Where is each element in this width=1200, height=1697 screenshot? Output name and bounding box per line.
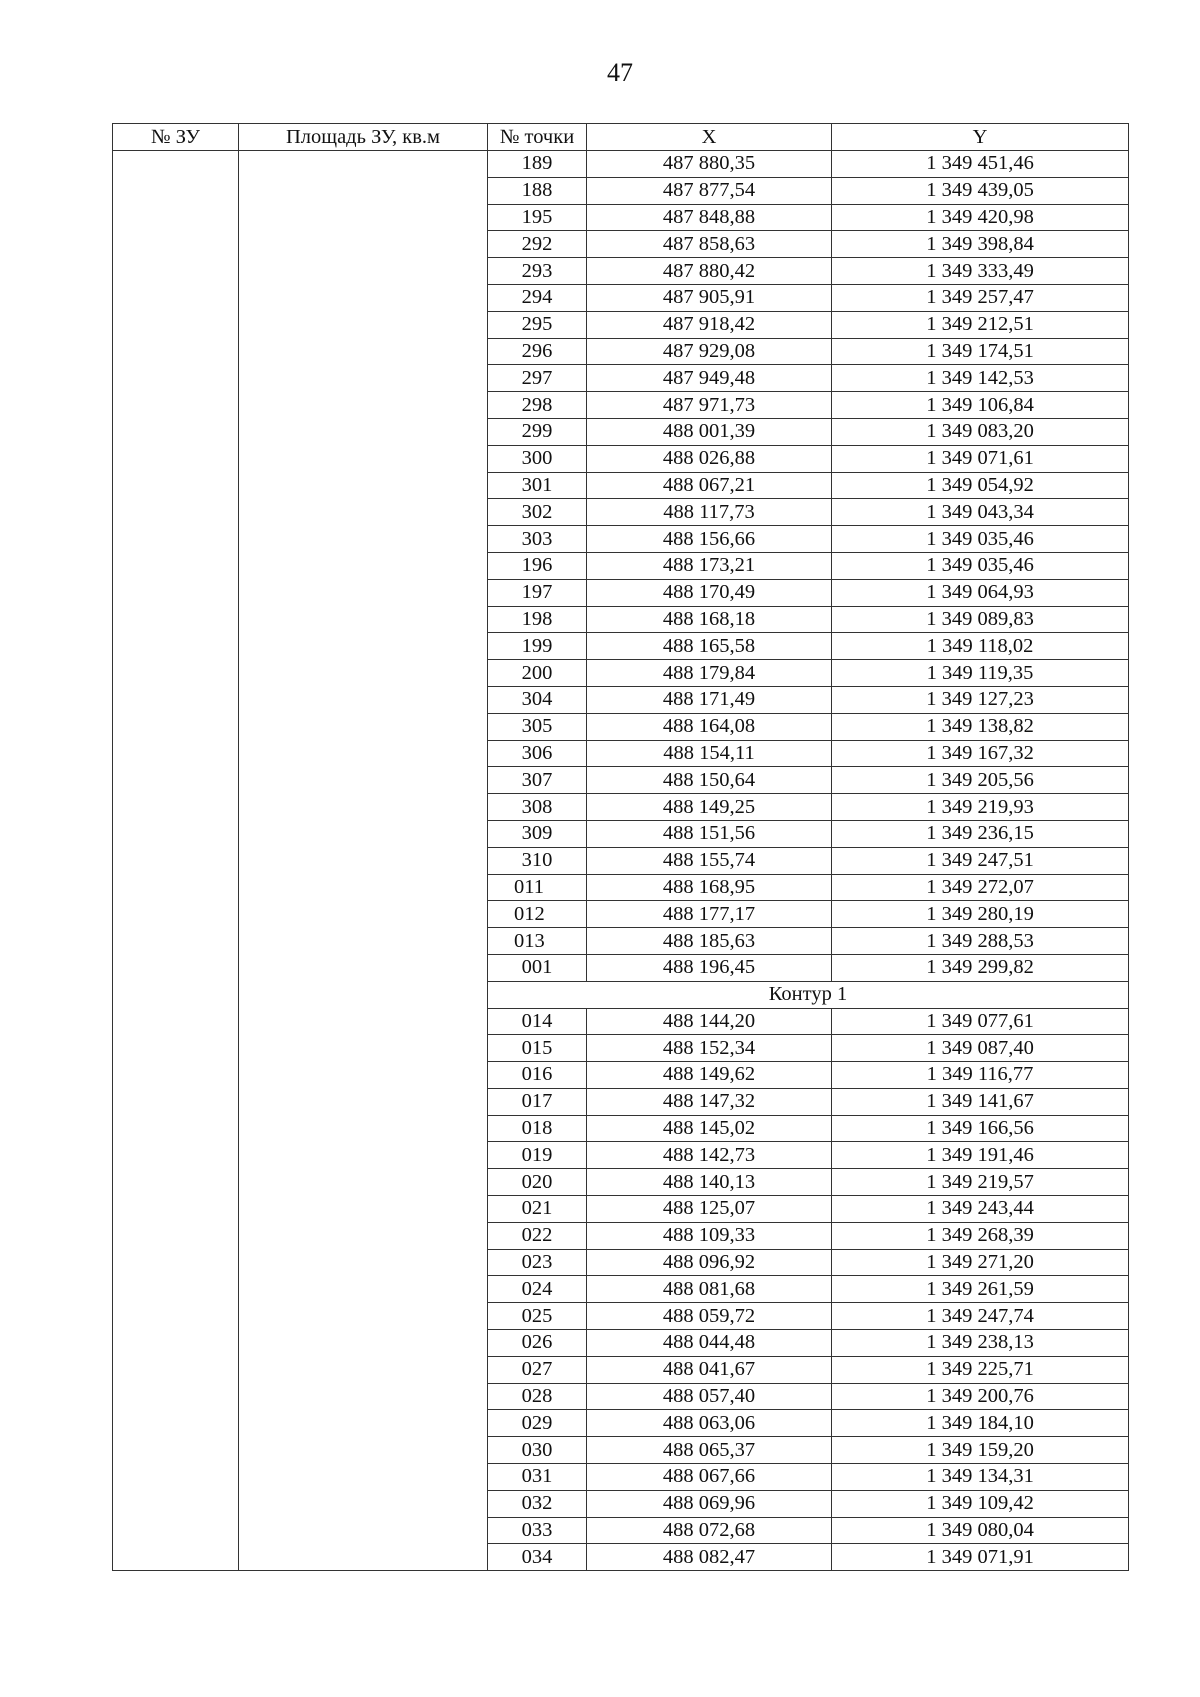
x-coordinate-cell: 488 150,64 bbox=[587, 767, 832, 794]
point-number-cell: 022 bbox=[488, 1222, 587, 1249]
y-coordinate-cell: 1 349 174,51 bbox=[832, 338, 1129, 365]
y-coordinate-cell: 1 349 043,34 bbox=[832, 499, 1129, 526]
point-number-cell: 019 bbox=[488, 1142, 587, 1169]
x-coordinate-cell: 488 059,72 bbox=[587, 1303, 832, 1330]
x-coordinate-cell: 488 168,18 bbox=[587, 606, 832, 633]
point-number-cell: 300 bbox=[488, 445, 587, 472]
point-number-cell: 033 bbox=[488, 1517, 587, 1544]
y-coordinate-cell: 1 349 268,39 bbox=[832, 1222, 1129, 1249]
x-coordinate-cell: 487 929,08 bbox=[587, 338, 832, 365]
y-coordinate-cell: 1 349 439,05 bbox=[832, 177, 1129, 204]
x-coordinate-cell: 487 880,42 bbox=[587, 258, 832, 285]
x-coordinate-cell: 488 125,07 bbox=[587, 1196, 832, 1223]
x-coordinate-cell: 488 140,13 bbox=[587, 1169, 832, 1196]
point-number-cell: 303 bbox=[488, 526, 587, 553]
point-number-cell: 012 bbox=[488, 901, 587, 928]
x-coordinate-cell: 488 185,63 bbox=[587, 928, 832, 955]
y-coordinate-cell: 1 349 238,13 bbox=[832, 1330, 1129, 1357]
y-coordinate-cell: 1 349 271,20 bbox=[832, 1249, 1129, 1276]
y-coordinate-cell: 1 349 219,93 bbox=[832, 794, 1129, 821]
y-coordinate-cell: 1 349 089,83 bbox=[832, 606, 1129, 633]
x-coordinate-cell: 488 151,56 bbox=[587, 820, 832, 847]
x-coordinate-cell: 487 880,35 bbox=[587, 151, 832, 178]
y-coordinate-cell: 1 349 236,15 bbox=[832, 820, 1129, 847]
x-coordinate-cell: 488 044,48 bbox=[587, 1330, 832, 1357]
y-coordinate-cell: 1 349 077,61 bbox=[832, 1008, 1129, 1035]
x-coordinate-cell: 487 858,63 bbox=[587, 231, 832, 258]
page-number: 47 bbox=[607, 58, 633, 87]
x-coordinate-cell: 488 168,95 bbox=[587, 874, 832, 901]
x-coordinate-cell: 488 164,08 bbox=[587, 713, 832, 740]
x-coordinate-cell: 488 155,74 bbox=[587, 847, 832, 874]
x-coordinate-cell: 488 173,21 bbox=[587, 552, 832, 579]
y-coordinate-cell: 1 349 134,31 bbox=[832, 1464, 1129, 1491]
coordinates-table bbox=[112, 123, 1129, 1571]
x-coordinate-cell: 488 072,68 bbox=[587, 1517, 832, 1544]
y-coordinate-cell: 1 349 219,57 bbox=[832, 1169, 1129, 1196]
point-number-cell: 197 bbox=[488, 579, 587, 606]
point-number-cell: 310 bbox=[488, 847, 587, 874]
y-coordinate-cell: 1 349 167,32 bbox=[832, 740, 1129, 767]
x-coordinate-cell: 488 026,88 bbox=[587, 445, 832, 472]
y-coordinate-cell: 1 349 420,98 bbox=[832, 204, 1129, 231]
y-coordinate-cell: 1 349 247,51 bbox=[832, 847, 1129, 874]
x-coordinate-cell: 488 196,45 bbox=[587, 954, 832, 981]
y-coordinate-cell: 1 349 142,53 bbox=[832, 365, 1129, 392]
point-number-cell: 001 bbox=[488, 954, 587, 981]
point-number-cell: 017 bbox=[488, 1088, 587, 1115]
point-number-cell: 292 bbox=[488, 231, 587, 258]
point-number-cell: 189 bbox=[488, 151, 587, 178]
x-coordinate-cell: 488 096,92 bbox=[587, 1249, 832, 1276]
y-coordinate-cell: 1 349 261,59 bbox=[832, 1276, 1129, 1303]
y-coordinate-cell: 1 349 119,35 bbox=[832, 660, 1129, 687]
x-coordinate-cell: 487 918,42 bbox=[587, 311, 832, 338]
y-coordinate-cell: 1 349 116,77 bbox=[832, 1062, 1129, 1089]
point-number-cell: 016 bbox=[488, 1062, 587, 1089]
x-coordinate-cell: 488 177,17 bbox=[587, 901, 832, 928]
x-coordinate-cell: 488 171,49 bbox=[587, 686, 832, 713]
point-number-cell: 198 bbox=[488, 606, 587, 633]
x-coordinate-cell: 487 971,73 bbox=[587, 392, 832, 419]
point-number-cell: 027 bbox=[488, 1356, 587, 1383]
y-coordinate-cell: 1 349 299,82 bbox=[832, 954, 1129, 981]
point-number-cell: 028 bbox=[488, 1383, 587, 1410]
x-coordinate-cell: 488 109,33 bbox=[587, 1222, 832, 1249]
x-coordinate-cell: 488 069,96 bbox=[587, 1490, 832, 1517]
x-coordinate-cell: 488 041,67 bbox=[587, 1356, 832, 1383]
header-point-number: № точки bbox=[488, 124, 587, 151]
x-coordinate-cell: 488 057,40 bbox=[587, 1383, 832, 1410]
header-area: Площадь ЗУ, кв.м bbox=[239, 124, 488, 151]
point-number-cell: 302 bbox=[488, 499, 587, 526]
x-coordinate-cell: 488 065,37 bbox=[587, 1437, 832, 1464]
x-coordinate-cell: 488 179,84 bbox=[587, 660, 832, 687]
x-coordinate-cell: 488 082,47 bbox=[587, 1544, 832, 1571]
point-number-cell: 014 bbox=[488, 1008, 587, 1035]
point-number-cell: 015 bbox=[488, 1035, 587, 1062]
point-number-cell: 011 bbox=[488, 874, 587, 901]
y-coordinate-cell: 1 349 109,42 bbox=[832, 1490, 1129, 1517]
y-coordinate-cell: 1 349 054,92 bbox=[832, 472, 1129, 499]
point-number-cell: 308 bbox=[488, 794, 587, 821]
y-coordinate-cell: 1 349 212,51 bbox=[832, 311, 1129, 338]
y-coordinate-cell: 1 349 247,74 bbox=[832, 1303, 1129, 1330]
point-number-cell: 029 bbox=[488, 1410, 587, 1437]
y-coordinate-cell: 1 349 064,93 bbox=[832, 579, 1129, 606]
point-number-cell: 024 bbox=[488, 1276, 587, 1303]
x-coordinate-cell: 487 905,91 bbox=[587, 284, 832, 311]
point-number-cell: 309 bbox=[488, 820, 587, 847]
point-number-cell: 299 bbox=[488, 418, 587, 445]
y-coordinate-cell: 1 349 080,04 bbox=[832, 1517, 1129, 1544]
y-coordinate-cell: 1 349 159,20 bbox=[832, 1437, 1129, 1464]
x-coordinate-cell: 488 149,25 bbox=[587, 794, 832, 821]
table-header-row bbox=[113, 124, 1129, 151]
point-number-cell: 020 bbox=[488, 1169, 587, 1196]
y-coordinate-cell: 1 349 087,40 bbox=[832, 1035, 1129, 1062]
y-coordinate-cell: 1 349 071,61 bbox=[832, 445, 1129, 472]
x-coordinate-cell: 488 144,20 bbox=[587, 1008, 832, 1035]
point-number-cell: 301 bbox=[488, 472, 587, 499]
point-number-cell: 026 bbox=[488, 1330, 587, 1357]
y-coordinate-cell: 1 349 106,84 bbox=[832, 392, 1129, 419]
y-coordinate-cell: 1 349 127,23 bbox=[832, 686, 1129, 713]
point-number-cell: 032 bbox=[488, 1490, 587, 1517]
x-coordinate-cell: 488 117,73 bbox=[587, 499, 832, 526]
x-coordinate-cell: 488 165,58 bbox=[587, 633, 832, 660]
x-coordinate-cell: 488 152,34 bbox=[587, 1035, 832, 1062]
y-coordinate-cell: 1 349 451,46 bbox=[832, 151, 1129, 178]
header-x: X bbox=[587, 124, 832, 151]
point-number-cell: 031 bbox=[488, 1464, 587, 1491]
x-coordinate-cell: 487 949,48 bbox=[587, 365, 832, 392]
y-coordinate-cell: 1 349 288,53 bbox=[832, 928, 1129, 955]
point-number-cell: 195 bbox=[488, 204, 587, 231]
x-coordinate-cell: 487 877,54 bbox=[587, 177, 832, 204]
point-number-cell: 030 bbox=[488, 1437, 587, 1464]
point-number-cell: 306 bbox=[488, 740, 587, 767]
point-number-cell: 200 bbox=[488, 660, 587, 687]
x-coordinate-cell: 487 848,88 bbox=[587, 204, 832, 231]
y-coordinate-cell: 1 349 035,46 bbox=[832, 526, 1129, 553]
header-y: Y bbox=[832, 124, 1129, 151]
point-number-cell: 297 bbox=[488, 365, 587, 392]
x-coordinate-cell: 488 081,68 bbox=[587, 1276, 832, 1303]
y-coordinate-cell: 1 349 138,82 bbox=[832, 713, 1129, 740]
point-number-cell: 307 bbox=[488, 767, 587, 794]
point-number-cell: 295 bbox=[488, 311, 587, 338]
y-coordinate-cell: 1 349 118,02 bbox=[832, 633, 1129, 660]
point-number-cell: 294 bbox=[488, 284, 587, 311]
y-coordinate-cell: 1 349 225,71 bbox=[832, 1356, 1129, 1383]
header-zu-number: № ЗУ bbox=[113, 124, 239, 151]
x-coordinate-cell: 488 063,06 bbox=[587, 1410, 832, 1437]
y-coordinate-cell: 1 349 280,19 bbox=[832, 901, 1129, 928]
y-coordinate-cell: 1 349 166,56 bbox=[832, 1115, 1129, 1142]
point-number-cell: 023 bbox=[488, 1249, 587, 1276]
y-coordinate-cell: 1 349 272,07 bbox=[832, 874, 1129, 901]
y-coordinate-cell: 1 349 191,46 bbox=[832, 1142, 1129, 1169]
y-coordinate-cell: 1 349 333,49 bbox=[832, 258, 1129, 285]
y-coordinate-cell: 1 349 398,84 bbox=[832, 231, 1129, 258]
point-number-cell: 304 bbox=[488, 686, 587, 713]
zu-number-cell bbox=[113, 151, 239, 1571]
point-number-cell: 296 bbox=[488, 338, 587, 365]
point-number-cell: 034 bbox=[488, 1544, 587, 1571]
point-number-cell: 199 bbox=[488, 633, 587, 660]
x-coordinate-cell: 488 145,02 bbox=[587, 1115, 832, 1142]
table-body bbox=[113, 151, 1129, 1571]
y-coordinate-cell: 1 349 035,46 bbox=[832, 552, 1129, 579]
x-coordinate-cell: 488 067,66 bbox=[587, 1464, 832, 1491]
y-coordinate-cell: 1 349 184,10 bbox=[832, 1410, 1129, 1437]
point-number-cell: 013 bbox=[488, 928, 587, 955]
y-coordinate-cell: 1 349 141,67 bbox=[832, 1088, 1129, 1115]
point-number-cell: 293 bbox=[488, 258, 587, 285]
y-coordinate-cell: 1 349 205,56 bbox=[832, 767, 1129, 794]
y-coordinate-cell: 1 349 257,47 bbox=[832, 284, 1129, 311]
y-coordinate-cell: 1 349 243,44 bbox=[832, 1196, 1129, 1223]
point-number-cell: 021 bbox=[488, 1196, 587, 1223]
y-coordinate-cell: 1 349 200,76 bbox=[832, 1383, 1129, 1410]
x-coordinate-cell: 488 067,21 bbox=[587, 472, 832, 499]
x-coordinate-cell: 488 156,66 bbox=[587, 526, 832, 553]
point-number-cell: 188 bbox=[488, 177, 587, 204]
x-coordinate-cell: 488 001,39 bbox=[587, 418, 832, 445]
x-coordinate-cell: 488 154,11 bbox=[587, 740, 832, 767]
x-coordinate-cell: 488 147,32 bbox=[587, 1088, 832, 1115]
table-row bbox=[113, 151, 1129, 178]
x-coordinate-cell: 488 170,49 bbox=[587, 579, 832, 606]
point-number-cell: 298 bbox=[488, 392, 587, 419]
y-coordinate-cell: 1 349 071,91 bbox=[832, 1544, 1129, 1571]
point-number-cell: 018 bbox=[488, 1115, 587, 1142]
x-coordinate-cell: 488 149,62 bbox=[587, 1062, 832, 1089]
x-coordinate-cell: 488 142,73 bbox=[587, 1142, 832, 1169]
y-coordinate-cell: 1 349 083,20 bbox=[832, 418, 1129, 445]
point-number-cell: 196 bbox=[488, 552, 587, 579]
point-number-cell: 305 bbox=[488, 713, 587, 740]
area-cell bbox=[239, 151, 488, 1571]
contour-label: Контур 1 bbox=[488, 981, 1129, 1008]
point-number-cell: 025 bbox=[488, 1303, 587, 1330]
